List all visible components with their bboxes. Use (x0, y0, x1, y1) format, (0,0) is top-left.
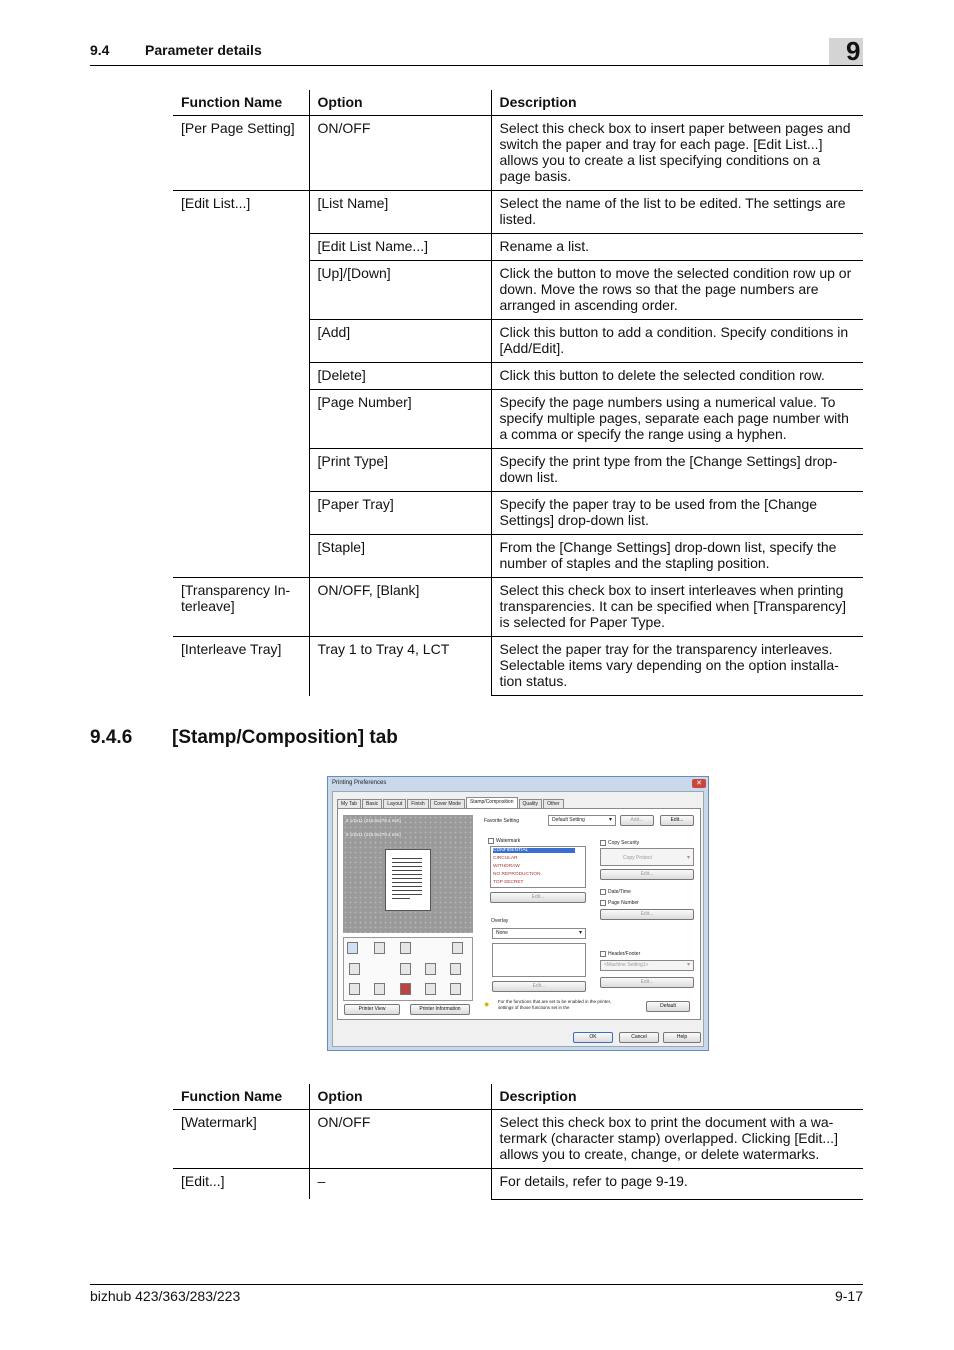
stamp-icon[interactable] (374, 983, 385, 995)
printer-view-button[interactable]: Printer View (344, 1004, 400, 1015)
watermark-list[interactable] (490, 846, 586, 888)
description-cell: From the [Change Settings] drop-down list, specify the number of staples and the stapling position. (491, 535, 863, 578)
header-rule (90, 65, 863, 66)
col-header-option: Option (309, 1084, 491, 1110)
staple-icon[interactable] (450, 963, 461, 975)
tab-basic[interactable]: Basic (362, 799, 382, 808)
description-cell: Click this button to delete the selected condition row. (491, 363, 863, 390)
date-time-checkbox[interactable] (600, 889, 606, 895)
tab-stamp-composition[interactable]: Stamp/Composition (466, 797, 518, 808)
dialog-title: Printing Preferences (332, 780, 387, 786)
function-name-cell (173, 234, 309, 261)
function-name-cell (173, 320, 309, 363)
col-header-function: Function Name (173, 90, 309, 116)
tab-layout[interactable]: Layout (383, 799, 406, 808)
preview-page (385, 849, 431, 911)
description-cell: For details, refer to page 9-19. (491, 1169, 863, 1200)
text-icon[interactable] (400, 963, 411, 975)
table-row (173, 191, 863, 234)
description-cell: Specify the page numbers using a numerical value. To specify multiple pages, separate each page number with a comma or specify the range using a hyphen. (491, 390, 863, 449)
option-cell: ON/OFF, [Blank] (309, 578, 491, 637)
footer-model: bizhub 423/363/283/223 (90, 1288, 241, 1304)
tab-finish[interactable]: Finish (407, 799, 428, 808)
table-row (173, 320, 863, 363)
edit-favorite-button[interactable]: Edit... (660, 815, 694, 826)
header-section-title: Parameter details (145, 42, 262, 58)
description-cell: Select this check box to insert interleaves when printing transparencies. It can be specified when [Transparency] is selected for Paper Type. (491, 578, 863, 637)
table-row (173, 116, 863, 191)
description-cell: Select this check box to insert paper between pages and switch the paper and tray for each page. [Edit List...] allows you to create a list specifying conditions on a page basis. (491, 116, 863, 191)
list-item[interactable]: NO REPRODUCTION (493, 872, 541, 877)
function-name-cell: [Edit...] (173, 1169, 309, 1200)
description-cell: Specify the print type from the [Change Settings] drop-down list. (491, 449, 863, 492)
function-name-cell: [Per Page Setting] (173, 116, 309, 191)
table-row (173, 234, 863, 261)
overlay-list[interactable] (492, 943, 586, 977)
pages-icon[interactable] (400, 942, 411, 954)
copy-icon[interactable] (374, 942, 385, 954)
footer-page-number: 9-17 (834, 1288, 863, 1304)
fold-icon[interactable] (452, 942, 463, 954)
overlay-label: Overlay (491, 918, 509, 924)
option-cell: – (309, 1169, 491, 1200)
watermark-checkbox[interactable] (488, 838, 494, 844)
function-name-cell (173, 390, 309, 449)
option-cell: Tray 1 to Tray 4, LCT (309, 637, 491, 696)
option-cell: [Page Number] (309, 390, 491, 449)
tab-quality[interactable]: Quality (519, 799, 543, 808)
table-row (173, 390, 863, 449)
description-cell: Select this check box to print the document with a wa-termark (character stamp) overlapped. Clicking [Edit...] allows you to create, change, or delete watermarks. (491, 1110, 863, 1169)
copy-security-label: Copy Security (608, 840, 640, 846)
function-name-cell: [Watermark] (173, 1110, 309, 1169)
col-header-option: Option (309, 90, 491, 116)
copy-security-checkbox[interactable] (600, 840, 606, 846)
option-cell: [Paper Tray] (309, 492, 491, 535)
paper-icon[interactable] (349, 963, 360, 975)
option-cell: [Add] (309, 320, 491, 363)
table-row (173, 1169, 863, 1200)
info-text: For the functions that are set to be enabled in the printer, settings of those functions set in the (498, 999, 612, 1010)
list-item[interactable]: WITHDRAW (493, 864, 520, 869)
copy-security-edit-button[interactable]: Edit... (600, 869, 694, 880)
function-name-cell (173, 363, 309, 390)
print-icon[interactable] (347, 942, 358, 954)
document-icon[interactable] (349, 983, 360, 995)
table-row (173, 578, 863, 637)
section-title: [Stamp/Composition] tab (172, 727, 398, 748)
favorite-setting-label: Favorite Setting (484, 818, 520, 824)
ok-button[interactable]: OK (573, 1032, 613, 1043)
description-cell: Rename a list. (491, 234, 863, 261)
copy-protect-select[interactable]: Copy Protect ▾ (600, 848, 694, 866)
tab-cover-mode[interactable]: Cover Mode (430, 799, 465, 808)
option-cell: [Up]/[Down] (309, 261, 491, 320)
description-cell: Select the paper tray for the transparency interleaves. Selectable items vary depending on the option installa-tion status. (491, 637, 863, 696)
printer-information-button[interactable]: Printer Information (410, 1004, 470, 1015)
option-cell: [Edit List Name...] (309, 234, 491, 261)
tab-strip (337, 798, 565, 808)
footer-rule (90, 1284, 863, 1285)
header-footer-label: Header/Footer (608, 951, 641, 957)
tab-my-tab[interactable]: My Tab (337, 799, 361, 808)
option-cell: ON/OFF (309, 1110, 491, 1169)
function-name-cell (173, 492, 309, 535)
option-cell: [Print Type] (309, 449, 491, 492)
table-row (173, 1110, 863, 1169)
function-name-cell: [Interleave Tray] (173, 637, 309, 696)
watermark-edit-button[interactable]: Edit... (490, 892, 586, 903)
function-name-cell: [Edit List...] (173, 191, 309, 234)
watermark-label: Watermark (496, 838, 521, 844)
parameter-table-1 (173, 90, 863, 696)
parameter-table-2 (173, 1084, 863, 1200)
print-preview (343, 815, 473, 933)
function-name-cell (173, 449, 309, 492)
option-cell: [Delete] (309, 363, 491, 390)
function-name-cell (173, 535, 309, 578)
table-row (173, 261, 863, 320)
dialog-body (332, 791, 704, 1047)
date-page-edit-button[interactable]: Edit... (600, 909, 694, 920)
function-name-cell (173, 261, 309, 320)
option-cell: ON/OFF (309, 116, 491, 191)
date-time-label: Date/Time (608, 889, 631, 895)
col-header-function: Function Name (173, 1084, 309, 1110)
tab-other[interactable]: Other (543, 799, 564, 808)
favorite-setting-select[interactable]: Default Setting ▾ (548, 815, 616, 826)
header-icon[interactable] (450, 983, 461, 995)
printing-preferences-dialog (327, 776, 709, 1051)
header-footer-checkbox[interactable] (600, 951, 606, 957)
header-footer-edit-button[interactable]: Edit... (600, 977, 694, 988)
lightbulb-icon: ● (484, 999, 490, 1009)
description-cell: Click this button to add a condition. Specify conditions in [Add/Edit]. (491, 320, 863, 363)
list-item[interactable]: TOP SECRET (493, 880, 524, 885)
add-button[interactable]: Add... (620, 815, 654, 826)
overlay-icon[interactable] (425, 983, 436, 995)
function-icon-panel (343, 937, 473, 1001)
col-header-description: Description (491, 90, 863, 116)
preview-paper-size: 8 1/2x11 (215.9x279.4 mm) (346, 818, 401, 823)
function-name-cell: [Transparency In-terleave] (173, 578, 309, 637)
overlay-edit-button[interactable]: Edit... (492, 981, 586, 992)
help-button[interactable]: Help (663, 1032, 701, 1043)
overlay-select[interactable]: None ▾ (492, 928, 586, 939)
table-row (173, 535, 863, 578)
booklet-icon[interactable] (425, 963, 436, 975)
chapter-number: 9 (846, 36, 861, 66)
col-header-description: Description (491, 1084, 863, 1110)
description-cell: Specify the paper tray to be used from the [Change Settings] drop-down list. (491, 492, 863, 535)
description-cell: Select the name of the list to be edited. The settings are listed. (491, 191, 863, 234)
list-item[interactable]: CIRCULAR (493, 856, 518, 861)
table-row (173, 492, 863, 535)
machine-setting-select[interactable]: <Machine Setting1> ▾ (600, 960, 694, 971)
section-number: 9.4.6 (90, 727, 133, 748)
page-number-label: Page Number (608, 900, 639, 906)
close-icon[interactable]: ✕ (692, 779, 706, 788)
header-section-number: 9.4 (90, 42, 110, 58)
cancel-button[interactable]: Cancel (619, 1032, 659, 1043)
table-row (173, 363, 863, 390)
table-row (173, 449, 863, 492)
table-row (173, 637, 863, 696)
option-cell: [List Name] (309, 191, 491, 234)
default-button[interactable]: Default (646, 1001, 690, 1012)
description-cell: Click the button to move the selected condition row up or down. Move the rows so that the page numbers are arranged in ascending order. (491, 261, 863, 320)
option-cell: [Staple] (309, 535, 491, 578)
tab-panel (337, 808, 701, 1020)
list-item[interactable]: CONFIDENTIAL (493, 848, 575, 853)
preview-output-size: 8 1/2x11 (215.9x279.4 mm) (346, 832, 401, 837)
page-number-checkbox[interactable] (600, 900, 606, 906)
watermark-icon[interactable] (400, 983, 411, 995)
